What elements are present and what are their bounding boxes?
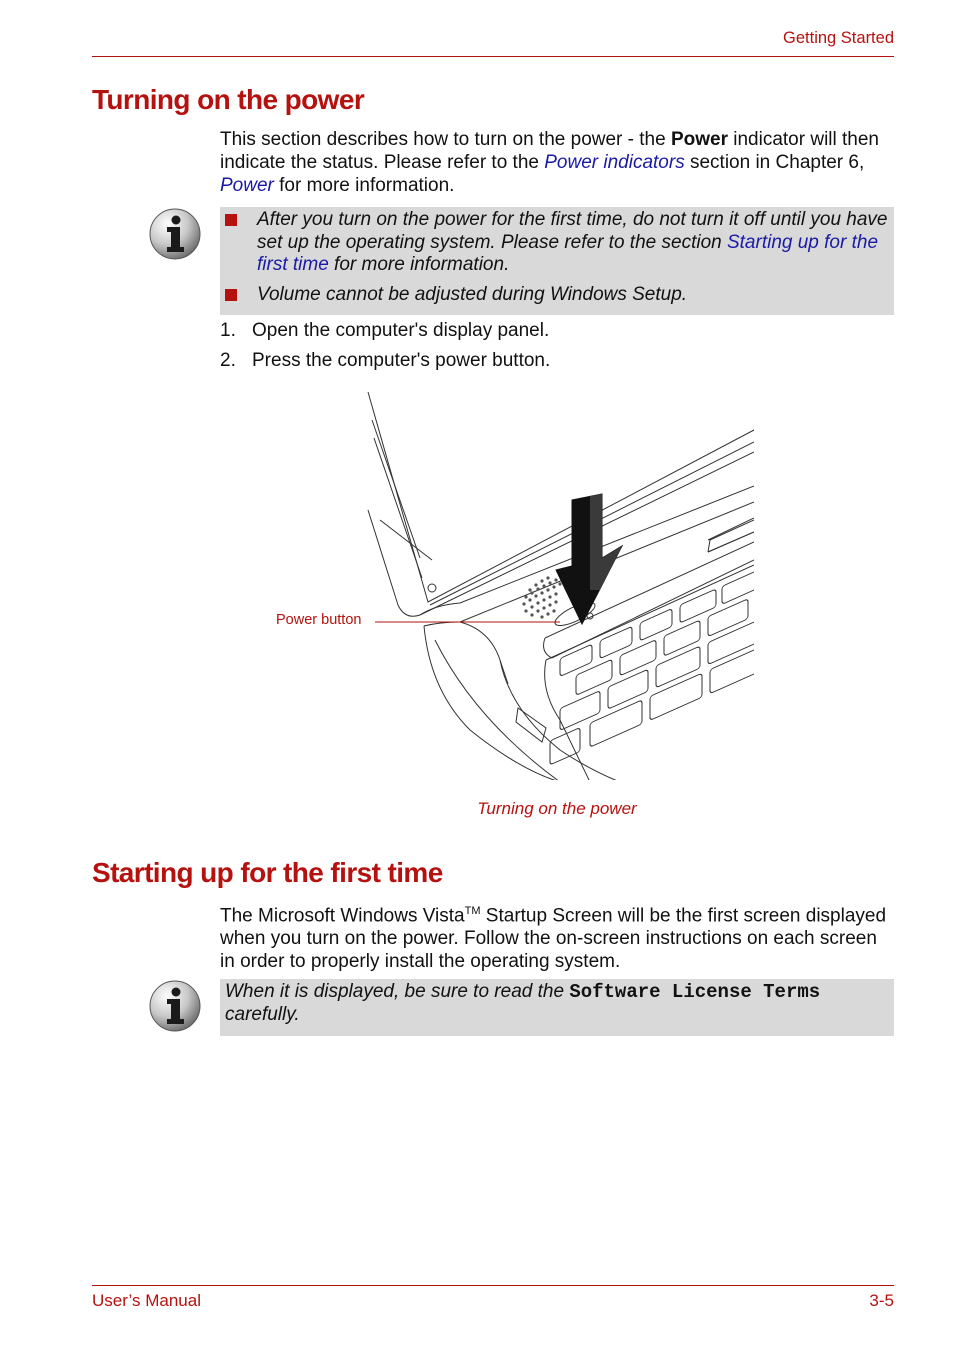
step-1: [220, 320, 549, 342]
note-text: After you turn on the power for the first time, do not turn it off until you have set up the operating system. Please refer to the section: [257, 209, 888, 253]
bullet-square: [225, 289, 237, 301]
note-text: Volume cannot be adjusted during Windows Setup.: [257, 283, 688, 305]
note-box-first-power-on: [220, 207, 894, 315]
step-text: Press the computer's power button.: [252, 350, 551, 371]
info-icon: [148, 207, 202, 261]
step-number: 2.: [220, 350, 236, 371]
header-rule: [92, 56, 894, 57]
running-header: Getting Started: [783, 29, 894, 47]
intro-text: This section describes how to turn on the power - the: [220, 129, 671, 150]
power-chapter-link[interactable]: Power: [220, 175, 274, 196]
starting-up-link[interactable]: Starting up for the first time: [257, 231, 879, 275]
power-indicators-link[interactable]: Power indicators: [544, 152, 685, 173]
bullet-square: [225, 214, 237, 226]
info-icon: [148, 979, 202, 1033]
note-text: for more information.: [328, 254, 510, 275]
laptop-power-button-illustration: [260, 390, 760, 782]
intro-text: section in Chapter 6,: [684, 152, 865, 173]
figure-caption: Turning on the power: [477, 799, 637, 818]
footer-manual-title: User’s Manual: [92, 1291, 201, 1310]
note-item: [220, 209, 894, 277]
note-text: When it is displayed, be sure to read the: [225, 981, 570, 1002]
intro-text: indicator will then indicate the status. Please refer to the: [220, 129, 880, 173]
section-title-starting-up: Starting up for the first time: [92, 857, 443, 888]
step-2: [220, 350, 550, 372]
power-button-callout-label: Power button: [276, 612, 362, 628]
intro-text: for more information.: [273, 175, 455, 196]
note-text: carefully.: [225, 1003, 300, 1025]
trademark-sup: TM: [464, 905, 481, 917]
startup-text: The Microsoft Windows Vista: [220, 905, 465, 927]
intro-paragraph: [220, 128, 892, 197]
power-bold: Power: [670, 129, 728, 150]
note-item: [220, 284, 894, 307]
startup-paragraph: [220, 900, 892, 973]
startup-text: Startup Screen will be the first screen displayed when you turn on the power. Follow the on-screen instructions on each screen in order to properly install the operating system.: [220, 905, 887, 973]
page-number: 3-5: [869, 1291, 894, 1310]
note-box-license-terms: [220, 979, 894, 1036]
software-license-terms-code: Software License Terms: [569, 981, 821, 1003]
footer-rule: [92, 1285, 894, 1286]
step-text: Open the computer's display panel.: [252, 320, 550, 341]
section-title-turning-on: Turning on the power: [92, 84, 365, 115]
step-number: 1.: [220, 320, 236, 341]
